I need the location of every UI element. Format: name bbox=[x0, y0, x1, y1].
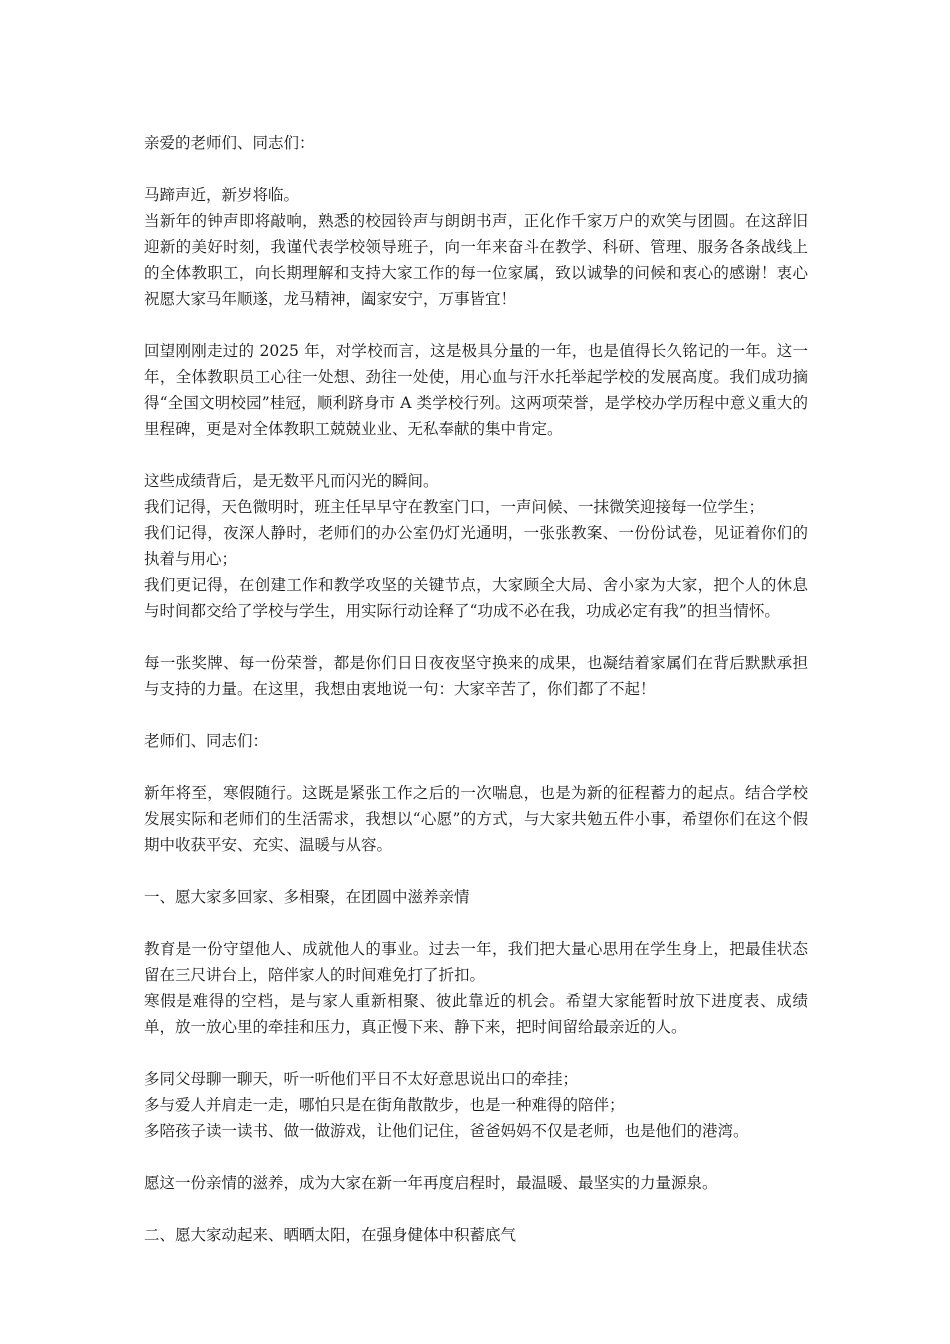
paragraph-gap bbox=[144, 1196, 808, 1222]
paragraph: 我们记得，夜深人静时，老师们的办公室仍灯光通明，一张张教案、一份份试卷，见证着你们的执着与用心； bbox=[144, 524, 808, 568]
paragraph: 多陪孩子读一读书、做一做游戏，让他们记住，爸爸妈妈不仅是老师，也是他们的港湾。 bbox=[144, 1122, 749, 1140]
paragraph-gap bbox=[144, 156, 808, 182]
paragraph-gap bbox=[144, 910, 808, 936]
paragraph-gap bbox=[144, 312, 808, 338]
paragraph-gap bbox=[144, 702, 808, 728]
paragraph-gap bbox=[144, 1144, 808, 1170]
paragraph: 教育是一份守望他人、成就他人的事业。过去一年，我们把大量心思用在学生身上，把最佳状态留在三尺讲台上，陪伴家人的时间难免打了折扣。 bbox=[144, 940, 808, 984]
paragraph-gap bbox=[144, 624, 808, 650]
greeting-line: 马蹄声近，新岁将临。 bbox=[144, 186, 300, 204]
document-body bbox=[144, 130, 808, 1248]
paragraph: 寒假是难得的空档，是与家人重新相聚、彼此靠近的机会。希望大家能暂时放下进度表、成绩单，放一放心里的牵挂和压力，真正慢下来、静下来，把时间留给最亲近的人。 bbox=[144, 992, 808, 1036]
paragraph-gap bbox=[144, 442, 808, 468]
paragraph: 多同父母聊一聊天，听一听他们平日不太好意思说出口的牵挂； bbox=[144, 1070, 579, 1088]
paragraph: 当新年的钟声即将敲响，熟悉的校园铃声与朗朗书声，正化作千家万户的欢笑与团圆。在这辞旧迎新的美好时刻，我谨代表学校领导班子，向一年来奋斗在教学、科研、管理、服务各条战线上的全体教职工，向长期理解和支持大家工作的每一位家属，致以诚挚的问候和衷心的感谢！衷心祝愿大家马年顺遂，龙马精神，阖家安宁，万事皆宜！ bbox=[144, 212, 808, 308]
paragraph: 我们更记得，在创建工作和教学攻坚的关键节点，大家顾全大局、舍小家为大家，把个人的休息与时间都交给了学校与学生，用实际行动诠释了“功成不必在我，功成必定有我”的担当情怀。 bbox=[144, 576, 808, 620]
paragraph-gap bbox=[144, 1040, 808, 1066]
paragraph: 愿这一份亲情的滋养，成为大家在新一年再度启程时，最温暖、最坚实的力量源泉。 bbox=[144, 1174, 718, 1192]
salutation-2: 老师们、同志们： bbox=[144, 732, 269, 750]
paragraph: 我们记得，天色微明时，班主任早早守在教室门口，一声问候、一抹微笑迎接每一位学生； bbox=[144, 498, 765, 516]
paragraph: 新年将至，寒假随行。这既是紧张工作之后的一次喘息，也是为新的征程蓄力的起点。结合学校发展实际和老师们的生活需求，我想以“心愿”的方式，与大家共勉五件小事，希望你们在这个假期中收获平安、充实、温暖与从容。 bbox=[144, 784, 808, 854]
paragraph: 多与爱人并肩走一走，哪怕只是在街角散散步，也是一种难得的陪伴； bbox=[144, 1096, 625, 1114]
paragraph-gap bbox=[144, 858, 808, 884]
paragraph: 这些成绩背后，是无数平凡而闪光的瞬间。 bbox=[144, 472, 439, 490]
paragraph: 回望刚刚走过的 2025 年，对学校而言，这是极具分量的一年，也是值得长久铭记的一年。这一年，全体教职员工心往一处想、劲往一处使，用心血与汗水托举起学校的发展高度。我们成功摘得“全国文明校园”桂冠，顺利跻身市 A 类学校行列。这两项荣誉，是学校办学历程中意义重大的里程碑，更是对全体教职工兢兢业业、无私奉献的集中肯定。 bbox=[144, 342, 808, 438]
section-heading-2: 二、愿大家动起来、晒晒太阳，在强身健体中积蓄底气 bbox=[144, 1226, 517, 1244]
salutation: 亲爱的老师们、同志们： bbox=[144, 134, 315, 152]
section-heading-1: 一、愿大家多回家、多相聚，在团圆中滋养亲情 bbox=[144, 888, 470, 906]
paragraph: 每一张奖牌、每一份荣誉，都是你们日日夜夜坚守换来的成果，也凝结着家属们在背后默默承担与支持的力量。在这里，我想由衷地说一句：大家辛苦了，你们都了不起！ bbox=[144, 654, 808, 698]
paragraph-gap bbox=[144, 754, 808, 780]
